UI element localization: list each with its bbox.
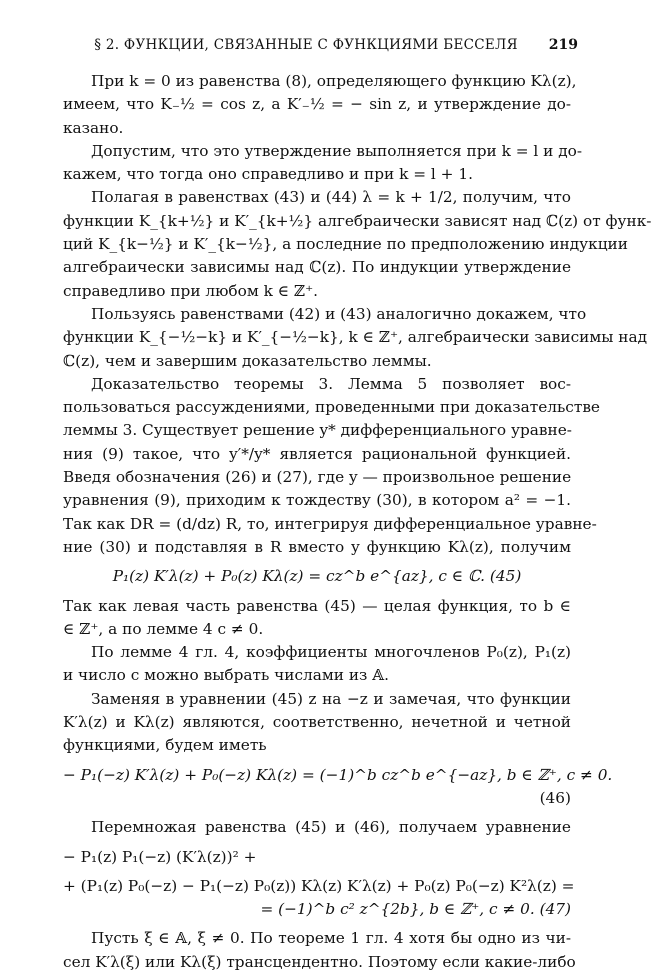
running-header <box>0 37 612 59</box>
text-line: пользоваться рассуждениями, проведенными при доказательстве <box>63 398 600 417</box>
text-line: функции K_{k+½} и K′_{k+½} алгебраически зависят над ℂ(z) от функ- <box>63 211 651 230</box>
text-line: Заменяя в уравнении (45) z на −z и замечая, что функции <box>91 689 571 708</box>
text-line: = (−1)^b c² z^{2b}, b ∈ ℤ⁺, c ≠ 0. (47) <box>260 900 571 919</box>
text-line: леммы 3. Существует решение y* дифференциального уравне- <box>63 421 572 440</box>
text-line: и число c можно выбрать числами из 𝔸. <box>63 666 389 685</box>
text-line: алгебраически зависимы над ℂ(z). По индукции утверждение <box>63 258 571 277</box>
text-line: Так как DR = (d/dz) R, то, интегрируя дифференциальное уравне- <box>63 514 597 533</box>
text-line: Перемножая равенства (45) и (46), получаем уравнение <box>91 818 571 837</box>
text-line: кажем, что тогда оно справедливо и при k = l + 1. <box>63 165 473 184</box>
text-line: K′λ(z) и Kλ(z) являются, соответственно, нечетной и четной <box>63 713 571 732</box>
page-number: 219 <box>548 37 578 53</box>
text-line: Пользуясь равенствами (42) и (43) аналогично докажем, что <box>91 304 587 323</box>
text-line: ℂ(z), чем и завершим доказательство леммы. <box>63 351 432 370</box>
text-line: справедливо при любом k ∈ ℤ⁺. <box>63 281 319 300</box>
text-line: имеем, что K₋½ = cos z, а K′₋½ = − sin z, и утверждение до- <box>63 95 571 114</box>
text-line: сел K′λ(ξ) или Kλ(ξ) трансцендентно. Поэтому если какие-либо <box>63 952 576 971</box>
text-line: При k = 0 из равенства (8), определяющего функцию Kλ(z), <box>91 72 577 90</box>
text-line: По лемме 4 гл. 4, коэффициенты многочленов P₀(z), P₁(z) <box>91 643 571 662</box>
text-line: ций K_{k−½} и K′_{k−½}, а последние по предположению индукции <box>63 235 628 254</box>
text-line: функциями, будем иметь <box>63 736 267 755</box>
text-line: казано. <box>63 118 124 137</box>
text-line: P₁(z) K′λ(z) + P₀(z) Kλ(z) = cz^b e^{az}, c ∈ ℂ. (45) <box>112 567 522 586</box>
text-line: ∈ ℤ⁺, а по лемме 4 c ≠ 0. <box>63 619 264 638</box>
text-line: уравнения (9), приходим к тождеству (30), в котором a² = −1. <box>63 491 571 510</box>
text-line: Так как левая часть равенства (45) — целая функция, то b ∈ <box>63 596 571 615</box>
page-body <box>63 70 651 974</box>
text-line: Введя обозначения (26) и (27), где y — произвольное решение <box>63 468 572 487</box>
text-line: функции K_{−½−k} и K′_{−½−k}, k ∈ ℤ⁺, алгебраически зависимы над <box>63 328 648 347</box>
text-line: Допустим, что это утверждение выполняется при k = l и до- <box>91 141 583 160</box>
text-line: Доказательство теоремы 3. Лемма 5 позволяет вос- <box>91 374 571 393</box>
text-line: Пусть ξ ∈ 𝔸, ξ ≠ 0. По теореме 1 гл. 4 хотя бы одно из чи- <box>91 929 571 948</box>
text-line: Полагая в равенствах (43) и (44) λ = k + 1/2, получим, что <box>91 188 571 207</box>
text-line: (46) <box>539 788 571 807</box>
text-line: − P₁(z) P₁(−z) (K′λ(z))² + <box>63 847 257 866</box>
section-title: § 2. ФУНКЦИИ, СВЯЗАННЫЕ С ФУНКЦИЯМИ БЕССЕЛЯ <box>94 37 518 53</box>
text-line: + (P₁(z) P₀(−z) − P₁(−z) P₀(z)) Kλ(z) K′λ(z) + P₀(z) P₀(−z) K²λ(z) = <box>63 876 575 895</box>
text-line: − P₁(−z) K′λ(z) + P₀(−z) Kλ(z) = (−1)^b cz^b e^{−az}, b ∈ ℤ⁺, c ≠ 0. <box>63 765 613 784</box>
text-line: ния (9) такое, что y′*/y* является рациональной функцией. <box>63 444 571 463</box>
text-line: ние (30) и подставляя в R вместо y функцию Kλ(z), получим <box>63 537 571 556</box>
